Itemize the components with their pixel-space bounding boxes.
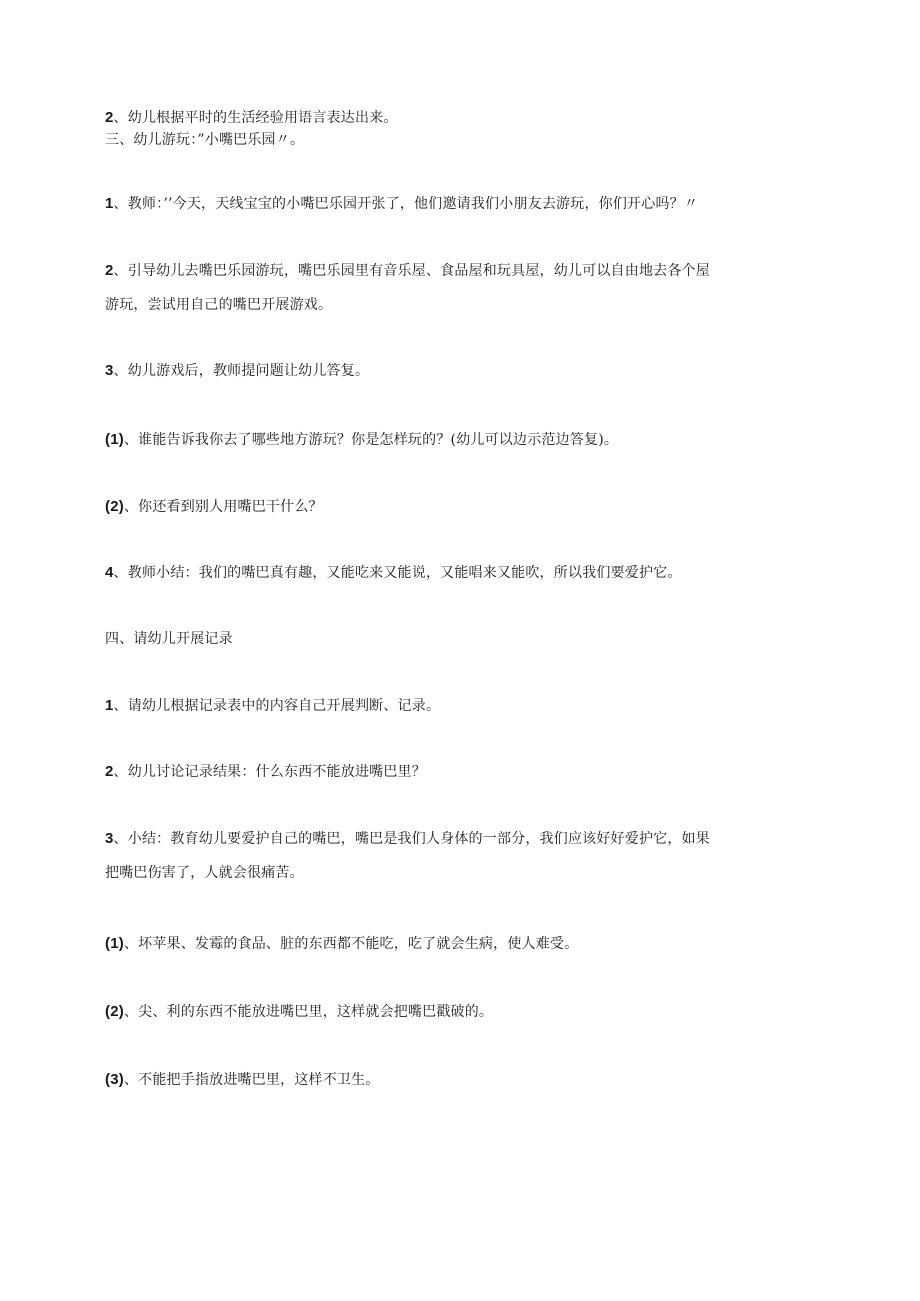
line-text: 、幼儿根据平时的生活经验用语言表达出来。 [113,110,398,126]
item-number: 3 [105,362,114,379]
item-number: 2 [105,262,114,279]
item-number: 4 [105,564,114,581]
paragraph-line [105,935,578,953]
paragraph-line [105,830,710,848]
line-text: 、教师小结：我们的嘴巴真有趣，又能吃来又能说，又能唱来又能吹，所以我们要爱护它。 [113,565,682,581]
line-text: 、小结：教育幼儿要爱护自己的嘴巴，嘴巴是我们人身体的一部分，我们应该好好爱护它，如果 [113,831,710,847]
item-number: (3) [105,1071,124,1088]
paragraph-line [105,362,369,380]
line-text: 、坏苹果、发霉的食品、脏的东西都不能吃，吃了就会生病，使人难受。 [123,936,579,952]
item-number: (1) [105,935,124,952]
paragraph-line [105,1071,380,1089]
line-text: 、尖、利的东西不能放进嘴巴里，这样就会把嘴巴戳破的。 [123,1004,494,1020]
item-number: 2 [105,109,114,126]
line-text: 、你还看到别人用嘴巴干什么？ [123,499,323,515]
paragraph-line [105,195,698,213]
line-text: 、引导幼儿去嘴巴乐园游玩，嘴巴乐园里有音乐屋、食品屋和玩具屋，幼儿可以自由地去各个屋 [113,263,710,279]
item-number: 3 [105,830,114,847]
item-number: 2 [105,763,114,780]
paragraph-line [105,763,426,781]
paragraph-line [105,109,398,127]
section-heading [105,630,233,648]
paragraph-line [105,431,618,449]
item-number: (2) [105,498,124,515]
paragraph-line [105,262,710,280]
item-number: (1) [105,431,124,448]
paragraph-line [105,697,440,715]
item-number: 1 [105,697,114,714]
paragraph-line [105,296,332,314]
line-text: 三、幼儿游玩：”小嘴巴乐园〃。 [105,132,305,148]
line-text: 、请幼儿根据记录表中的内容自己开展判断、记录。 [113,698,441,714]
paragraph-line [105,864,304,882]
line-text: 四、请幼儿开展记录 [105,631,233,647]
paragraph-line [105,498,323,516]
line-text: 把嘴巴伤害了，人就会很痛苦。 [105,865,304,881]
line-text: 、教师：’’今天，天线宝宝的小嘴巴乐园开张了，他们邀请我们小朋友去游玩，你们开心吗？〃 [113,196,699,212]
line-text: 、幼儿游戏后，教师提问题让幼儿答复。 [113,363,370,379]
paragraph-line [105,1003,493,1021]
section-heading [105,131,304,149]
paragraph-line [105,564,682,582]
item-number: (2) [105,1003,124,1020]
line-text: 、幼儿讨论记录结果：什么东西不能放进嘴巴里？ [113,764,426,780]
line-text: 、不能把手指放进嘴巴里，这样不卫生。 [123,1072,380,1088]
line-text: 、谁能告诉我你去了哪些地方游玩？你是怎样玩的？(幼儿可以边示范边答复)。 [123,432,619,448]
line-text: 游玩，尝试用自己的嘴巴开展游戏。 [105,297,333,313]
item-number: 1 [105,195,114,212]
